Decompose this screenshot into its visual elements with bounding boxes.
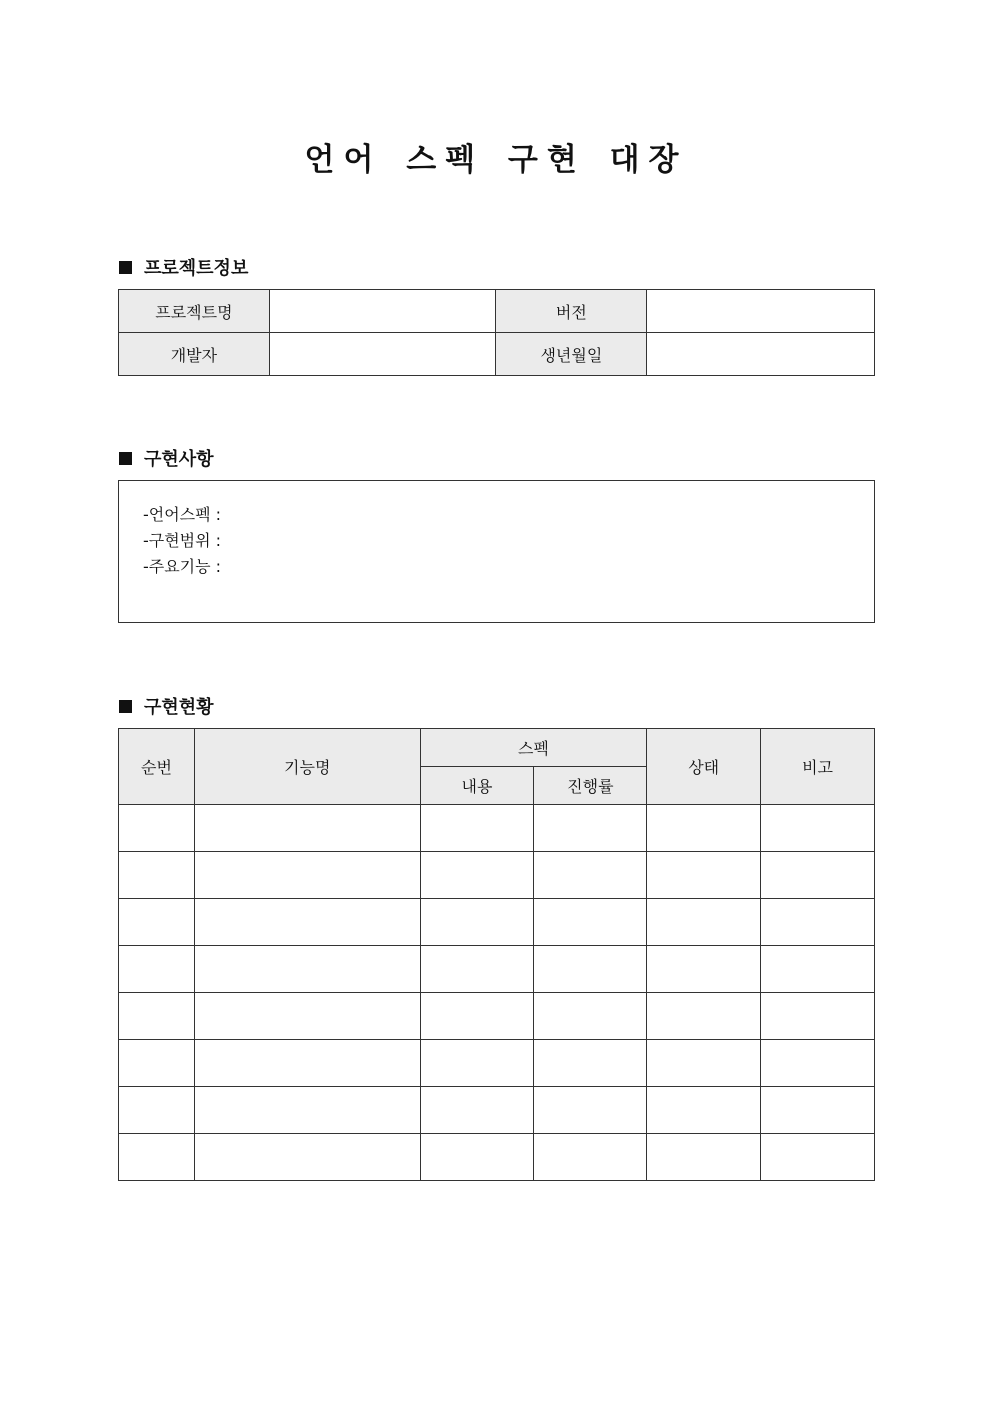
project-info-table: [118, 289, 875, 376]
no-cell[interactable]: [119, 946, 195, 993]
feature-cell[interactable]: [194, 805, 420, 852]
developer-label: 개발자: [119, 333, 270, 376]
table-row: [119, 852, 875, 899]
section-title: 구현사항: [144, 449, 214, 470]
content-cell[interactable]: [420, 899, 534, 946]
section-status: [119, 693, 214, 719]
content-cell[interactable]: [420, 1087, 534, 1134]
note-cell[interactable]: [761, 1040, 875, 1087]
table-row: [119, 805, 875, 852]
state-cell[interactable]: [647, 993, 761, 1040]
feature-cell[interactable]: [194, 899, 420, 946]
progress-cell[interactable]: [534, 852, 647, 899]
feature-cell[interactable]: [194, 1087, 420, 1134]
no-cell[interactable]: [119, 852, 195, 899]
feature-cell[interactable]: [194, 1134, 420, 1181]
content-cell[interactable]: [420, 805, 534, 852]
progress-cell[interactable]: [534, 1134, 647, 1181]
note-cell[interactable]: [761, 852, 875, 899]
square-bullet-icon: [119, 261, 132, 274]
header-no: 순번: [119, 729, 195, 805]
note-cell[interactable]: [761, 805, 875, 852]
no-cell[interactable]: [119, 1134, 195, 1181]
project-name-field[interactable]: [269, 290, 496, 333]
table-row: [119, 1040, 875, 1087]
state-cell[interactable]: [647, 946, 761, 993]
progress-cell[interactable]: [534, 1087, 647, 1134]
implementation-status-table: [118, 728, 875, 1181]
table-row: [119, 1087, 875, 1134]
table-row: [119, 899, 875, 946]
progress-cell[interactable]: [534, 805, 647, 852]
document-title: 언어 스펙 구현 대장: [304, 142, 688, 178]
content-cell[interactable]: [420, 993, 534, 1040]
progress-cell[interactable]: [534, 946, 647, 993]
section-title: 구현현황: [144, 697, 214, 718]
square-bullet-icon: [119, 700, 132, 713]
state-cell[interactable]: [647, 1134, 761, 1181]
state-cell[interactable]: [647, 1040, 761, 1087]
header-spec: 스펙: [420, 729, 647, 767]
requirement-line-scope: -구현범위 :: [143, 531, 222, 550]
requirements-box[interactable]: [118, 480, 875, 623]
note-cell[interactable]: [761, 899, 875, 946]
section-project-info: [119, 254, 248, 280]
requirement-line-spec: -언어스펙 :: [143, 505, 222, 524]
feature-cell[interactable]: [194, 993, 420, 1040]
section-title: 프로젝트정보: [144, 258, 249, 279]
table-row: [119, 1134, 875, 1181]
developer-field[interactable]: [269, 333, 496, 376]
feature-cell[interactable]: [194, 1040, 420, 1087]
no-cell[interactable]: [119, 1087, 195, 1134]
content-cell[interactable]: [420, 1040, 534, 1087]
section-requirements: [119, 445, 214, 471]
requirement-line-features: -주요기능 :: [143, 557, 222, 576]
project-name-label: 프로젝트명: [119, 290, 270, 333]
progress-cell[interactable]: [534, 1040, 647, 1087]
state-cell[interactable]: [647, 1087, 761, 1134]
note-cell[interactable]: [761, 1087, 875, 1134]
birthdate-label: 생년월일: [496, 333, 647, 376]
content-cell[interactable]: [420, 852, 534, 899]
state-cell[interactable]: [647, 852, 761, 899]
note-cell[interactable]: [761, 946, 875, 993]
no-cell[interactable]: [119, 1040, 195, 1087]
content-cell[interactable]: [420, 946, 534, 993]
content-cell[interactable]: [420, 1134, 534, 1181]
table-row: [119, 993, 875, 1040]
header-feature: 기능명: [194, 729, 420, 805]
table-row: [119, 946, 875, 993]
no-cell[interactable]: [119, 805, 195, 852]
feature-cell[interactable]: [194, 946, 420, 993]
version-field[interactable]: [647, 290, 875, 333]
header-progress: 진행률: [534, 767, 647, 805]
state-cell[interactable]: [647, 899, 761, 946]
no-cell[interactable]: [119, 899, 195, 946]
version-label: 버전: [496, 290, 647, 333]
state-cell[interactable]: [647, 805, 761, 852]
note-cell[interactable]: [761, 993, 875, 1040]
feature-cell[interactable]: [194, 852, 420, 899]
no-cell[interactable]: [119, 993, 195, 1040]
header-state: 상태: [647, 729, 761, 805]
square-bullet-icon: [119, 452, 132, 465]
progress-cell[interactable]: [534, 899, 647, 946]
progress-cell[interactable]: [534, 993, 647, 1040]
header-content: 내용: [420, 767, 534, 805]
note-cell[interactable]: [761, 1134, 875, 1181]
birthdate-field[interactable]: [647, 333, 875, 376]
header-note: 비고: [761, 729, 875, 805]
